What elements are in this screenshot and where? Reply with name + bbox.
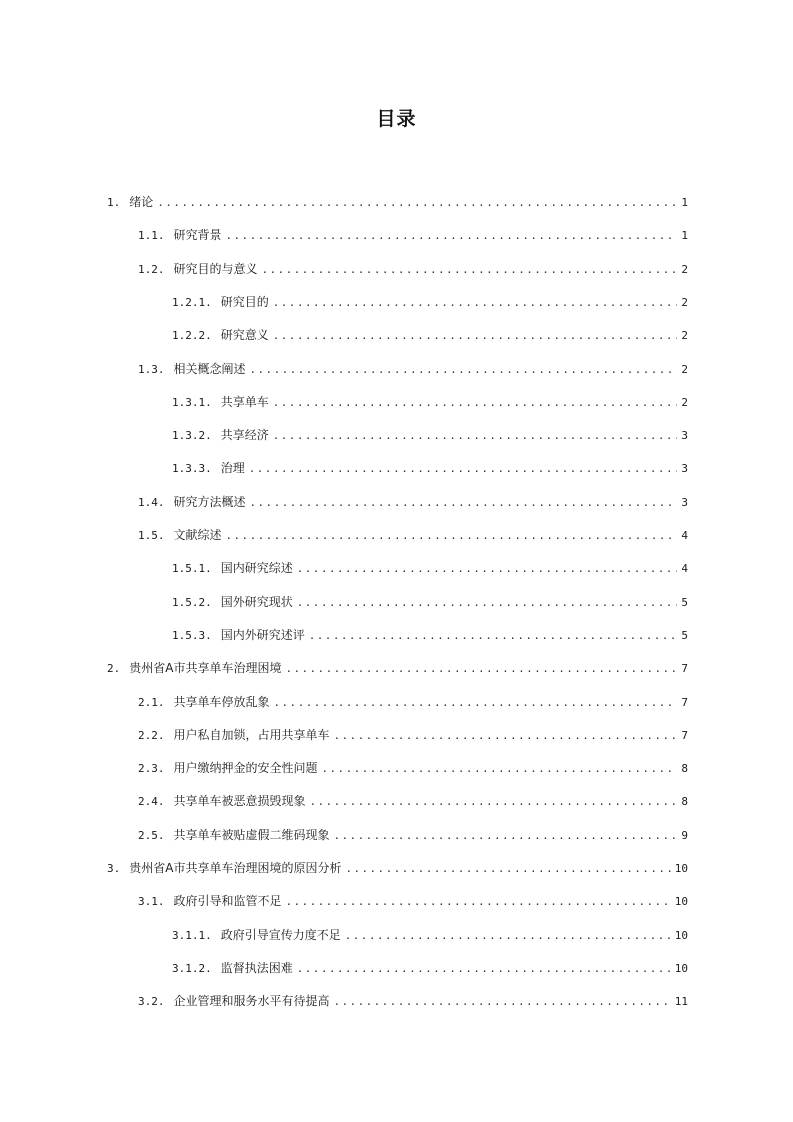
toc-dot-leader xyxy=(249,457,678,481)
toc-dot-leader xyxy=(274,691,678,715)
toc-dot-leader xyxy=(226,524,678,548)
toc-entry-number: 3.1.2. xyxy=(172,961,212,975)
toc-entry[interactable] xyxy=(107,190,688,214)
toc-entry-page-number: 8 xyxy=(681,795,688,809)
toc-entry-number: 2.2. xyxy=(138,728,165,742)
toc-dot-leader xyxy=(250,491,678,515)
toc-entry[interactable] xyxy=(138,690,688,714)
toc-entry[interactable] xyxy=(138,723,688,747)
toc-entry[interactable] xyxy=(107,856,688,880)
toc-entry-title: 共享单车停放乱象 xyxy=(173,694,270,709)
toc-dot-leader xyxy=(250,358,678,382)
toc-entry-title: 政府引导宣传力度不足 xyxy=(220,927,341,942)
toc-entry-page-number: 3 xyxy=(681,429,688,443)
toc-entry[interactable] xyxy=(138,523,688,547)
toc-dot-leader xyxy=(273,324,678,348)
toc-dot-leader xyxy=(310,790,678,814)
toc-entry-title: 企业管理和服务水平有待提高 xyxy=(173,994,330,1009)
toc-entry-page-number: 1 xyxy=(681,229,688,243)
toc-entry-page-number: 10 xyxy=(674,961,688,975)
toc-entry-title: 贵州省A市共享单车治理困境的原因分析 xyxy=(129,861,342,875)
toc-entry[interactable] xyxy=(172,923,688,947)
toc-entry-page-number: 10 xyxy=(674,895,688,909)
toc-entry-title: 研究目的与意义 xyxy=(173,261,258,276)
toc-entry-number: 1.5.2. xyxy=(172,595,212,609)
toc-entry-page-number: 5 xyxy=(681,628,688,642)
toc-entry-title: 国内研究综述 xyxy=(220,561,293,576)
toc-dot-leader xyxy=(157,191,677,215)
toc-dot-leader xyxy=(334,724,678,748)
toc-dot-leader xyxy=(273,391,678,415)
toc-entry-page-number: 3 xyxy=(681,495,688,509)
toc-entry[interactable] xyxy=(172,456,688,480)
toc-entry[interactable] xyxy=(138,789,688,813)
toc-entry-number: 1.4. xyxy=(138,495,165,509)
toc-entry[interactable] xyxy=(172,590,688,614)
toc-entry-page-number: 2 xyxy=(681,295,688,309)
toc-entry-number: 1.3. xyxy=(138,362,165,376)
toc-entry-title: 贵州省A市共享单车治理困境 xyxy=(129,661,282,676)
toc-dot-leader xyxy=(345,857,670,881)
toc-dot-leader xyxy=(345,924,671,948)
toc-entry-page-number: 7 xyxy=(681,728,688,742)
toc-dot-leader xyxy=(262,258,678,282)
toc-entry-number: 1.2.2. xyxy=(172,329,212,343)
toc-entry[interactable] xyxy=(138,257,688,281)
toc-entry-title: 监督执法困难 xyxy=(220,960,293,975)
toc-entry-page-number: 4 xyxy=(681,529,688,542)
toc-dot-leader xyxy=(334,990,671,1014)
toc-entry-number: 1.3.1. xyxy=(172,395,212,409)
page-title: 目录 xyxy=(376,108,417,130)
toc-entry-number: 1.5. xyxy=(138,529,165,542)
toc-entry-number: 2.3. xyxy=(138,762,165,776)
toc-entry-title: 政府引导和监管不足 xyxy=(173,894,282,909)
toc-entry-page-number: 3 xyxy=(681,462,688,476)
toc-entry-page-number: 7 xyxy=(681,662,688,676)
toc-dot-leader xyxy=(334,824,678,848)
toc-entry-title: 绪论 xyxy=(129,195,154,209)
toc-entry[interactable] xyxy=(172,390,688,414)
toc-entry[interactable] xyxy=(172,623,688,647)
toc-entry-page-number: 7 xyxy=(681,695,688,709)
toc-dot-leader xyxy=(286,890,671,914)
toc-entry-number: 1.1. xyxy=(138,229,165,243)
toc-entry-number: 2. xyxy=(107,662,121,676)
toc-entry-title: 文献综述 xyxy=(173,528,222,542)
toc-dot-leader xyxy=(273,291,678,315)
toc-entry[interactable] xyxy=(172,423,688,447)
toc-entry[interactable] xyxy=(138,490,688,514)
toc-entry-page-number: 2 xyxy=(681,395,688,409)
toc-entry-page-number: 10 xyxy=(674,928,688,942)
toc-entry[interactable] xyxy=(107,656,688,680)
toc-entry-page-number: 2 xyxy=(681,329,688,343)
toc-entry-page-number: 1 xyxy=(681,196,688,209)
toc-dot-leader xyxy=(297,557,678,581)
toc-entry[interactable] xyxy=(138,989,688,1013)
toc-entry-number: 1.3.2. xyxy=(172,429,212,443)
toc-entry-page-number: 10 xyxy=(674,862,688,875)
toc-entry[interactable] xyxy=(172,556,688,580)
toc-entry-number: 3. xyxy=(107,862,121,875)
toc-entry-number: 2.1. xyxy=(138,695,165,709)
toc-entry-title: 研究方法概述 xyxy=(173,494,246,509)
toc-dot-leader xyxy=(297,591,678,615)
toc-entry[interactable] xyxy=(138,357,688,381)
toc-entry-number: 2.5. xyxy=(138,828,165,842)
toc-entry-title: 共享单车 xyxy=(220,394,269,409)
toc-dot-leader xyxy=(273,424,678,448)
toc-entry-title: 研究背景 xyxy=(173,228,222,243)
toc-entry-number: 1.2. xyxy=(138,262,165,276)
toc-dot-leader xyxy=(226,224,678,248)
toc-entry[interactable] xyxy=(172,290,688,314)
toc-entry-page-number: 2 xyxy=(681,362,688,376)
toc-entry-number: 1.5.1. xyxy=(172,562,212,576)
toc-entry[interactable] xyxy=(138,823,688,847)
toc-entry-page-number: 5 xyxy=(681,595,688,609)
toc-entry[interactable] xyxy=(138,756,688,780)
toc-entry-page-number: 8 xyxy=(681,762,688,776)
toc-entry-title: 国内外研究述评 xyxy=(220,627,305,642)
toc-entry-page-number: 11 xyxy=(674,995,688,1009)
toc-entry[interactable] xyxy=(138,889,688,913)
toc-entry[interactable] xyxy=(138,223,688,247)
toc-entry-number: 3.1.1. xyxy=(172,928,212,942)
toc-entry-number: 1.2.1. xyxy=(172,295,212,309)
toc-entry[interactable] xyxy=(172,956,688,980)
toc-entry-page-number: 9 xyxy=(681,828,688,842)
toc-entry-number: 1.5.3. xyxy=(172,628,212,642)
toc-entry-number: 2.4. xyxy=(138,795,165,809)
toc-entry-title: 共享单车被贴虚假二维码现象 xyxy=(173,827,330,842)
toc-dot-leader xyxy=(309,624,678,648)
toc-entry-title: 用户缴纳押金的安全性问题 xyxy=(173,761,318,776)
toc-dot-leader xyxy=(285,657,677,681)
toc-entry-title: 国外研究现状 xyxy=(220,594,293,609)
toc-dot-leader xyxy=(297,957,671,981)
toc-entry-title: 研究目的 xyxy=(220,294,269,309)
toc-entry-title: 相关概念阐述 xyxy=(173,361,246,376)
toc-entry-page-number: 4 xyxy=(681,562,688,576)
toc-entry-title: 治理 xyxy=(220,461,245,476)
toc-entry[interactable] xyxy=(172,323,688,347)
toc-entry-number: 3.2. xyxy=(138,995,165,1009)
toc-dot-leader xyxy=(322,757,678,781)
toc-entry-number: 3.1. xyxy=(138,895,165,909)
toc-entry-number: 1.3.3. xyxy=(172,462,212,476)
toc-entry-title: 研究意义 xyxy=(220,328,269,343)
toc-entry-title: 共享单车被恶意损毁现象 xyxy=(173,794,306,809)
toc-entry-number: 1. xyxy=(107,196,121,209)
toc-entry-title: 共享经济 xyxy=(220,428,269,443)
toc-entry-title: 用户私自加锁，占用共享单车 xyxy=(173,727,330,742)
toc-entry-page-number: 2 xyxy=(681,262,688,276)
